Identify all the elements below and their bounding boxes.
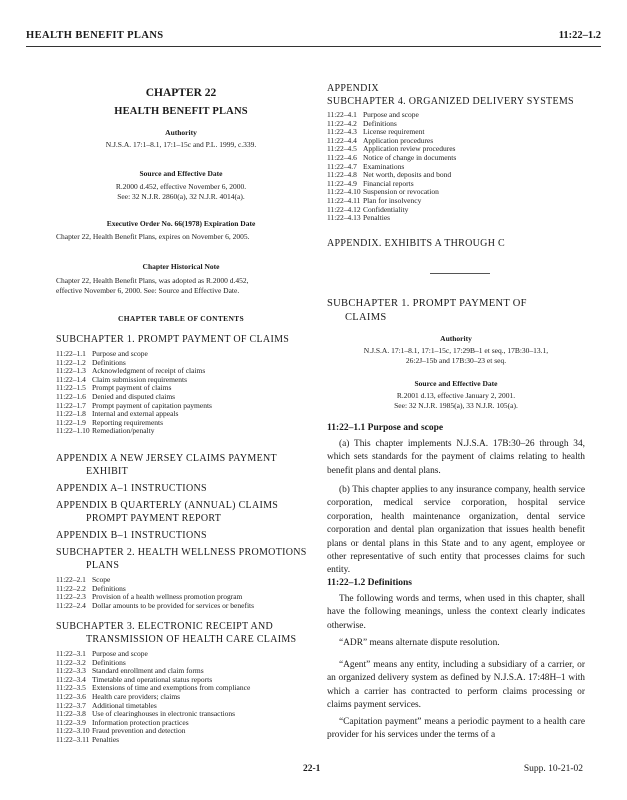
header-code: 11:22–1.2 — [558, 30, 601, 41]
exec-order-heading: Executive Order No. 66(1978) Expiration Date — [106, 219, 256, 228]
toc-sub1-row — [56, 427, 311, 436]
toc-appendix-a-cont: EXHIBIT — [86, 466, 129, 477]
section-title: Application procedures — [363, 135, 434, 145]
source-line-2: See: 32 N.J.R. 2860(a), 32 N.J.R. 4014(a). — [117, 192, 245, 201]
sub1-source-line-1: R.2001 d.13, effective January 2, 2001. — [396, 391, 516, 400]
chapter-number: CHAPTER 22 — [145, 87, 217, 99]
section-number: 11:22–3.7 — [56, 700, 86, 710]
authority-heading: Authority — [165, 128, 197, 137]
toc-sub2-row — [56, 602, 311, 611]
toc-subchapter-2: SUBCHAPTER 2. HEALTH WELLNESS PROMOTIONS — [56, 547, 307, 558]
header-rule — [26, 46, 601, 47]
toc-subchapter-3-cont: TRANSMISSION OF HEALTH CARE CLAIMS — [86, 634, 297, 645]
section-number: 11:22–4.13 — [327, 213, 361, 223]
toc-appendix-a: APPENDIX A NEW JERSEY CLAIMS PAYMENT — [56, 453, 277, 464]
section-title: Definitions — [363, 118, 397, 128]
section-title: Fraud prevention and detection — [92, 726, 186, 736]
section-title: Purpose and scope — [363, 110, 419, 119]
toc-appendix: APPENDIX — [327, 83, 379, 94]
section-number: 11:22–3.10 — [56, 726, 90, 736]
page-number: 22-1 — [303, 764, 321, 774]
authority-text: N.J.S.A. 17:1–8.1, 17:1–15c and P.L. 1999, c.339. — [105, 140, 257, 149]
section-number: 11:22–4.8 — [327, 170, 357, 180]
section-title: Internal and external appeals — [92, 409, 179, 419]
section-title: Examinations — [363, 161, 405, 171]
section-number: 11:22–4.1 — [327, 110, 357, 119]
section-number: 11:22–3.11 — [56, 734, 90, 744]
toc-sub3-row — [56, 736, 311, 745]
section-number: 11:22–1.1 — [56, 349, 86, 358]
toc-appendix-b-cont: PROMPT PAYMENT REPORT — [86, 513, 222, 524]
toc-appendix-b: APPENDIX B QUARTERLY (ANNUAL) CLAIMS — [56, 500, 279, 511]
section-number: 11:22–4.3 — [327, 127, 357, 137]
section-title: Net worth, deposits and bond — [363, 170, 452, 180]
section-title: Provision of a health wellness promotion program — [92, 592, 243, 602]
sub1-authority-line-1: N.J.S.A. 17:1–8.1, 17:1–15c, 17:29B–1 et seq., 17B:30–13.1, — [363, 346, 549, 355]
section-number: 11:22–2.1 — [56, 575, 86, 584]
history-line-2: effective November 6, 2000. See: Source and Effective Date. — [56, 286, 240, 295]
section-title: Dollar amounts to be provided for services or benefits — [92, 600, 255, 610]
toc-appendix-b1: APPENDIX B–1 INSTRUCTIONS — [56, 530, 207, 541]
definition-adr: “ADR” means alternate dispute resolution. — [339, 638, 500, 648]
source-heading: Source and Effective Date — [139, 169, 223, 178]
section-title: Penalties — [92, 734, 120, 744]
section-title: Reporting requirements — [92, 417, 164, 427]
section-1-1-heading: 11:22–1.1 Purpose and scope — [327, 423, 444, 433]
toc-subchapter-2-cont: PLANS — [86, 560, 120, 571]
section-number: 11:22–1.10 — [56, 426, 90, 436]
section-title: Remediation/penalty — [92, 426, 155, 436]
section-number: 11:22–1.4 — [56, 374, 86, 384]
section-number: 11:22–3.5 — [56, 683, 86, 693]
subchapter-1-heading-cont: CLAIMS — [345, 312, 387, 323]
sub1-source-line-2: See: 32 N.J.R. 1985(a), 33 N.J.R. 105(a). — [394, 401, 518, 410]
section-title: Timetable and operational status reports — [92, 674, 213, 684]
section-title: Health care providers; claims — [92, 691, 181, 701]
section-number: 11:22–4.11 — [327, 195, 361, 205]
section-title: Denied and disputed claims — [92, 391, 176, 401]
section-divider — [430, 273, 490, 274]
section-number: 11:22–1.6 — [56, 391, 86, 401]
subchapter-1-heading: SUBCHAPTER 1. PROMPT PAYMENT OF — [327, 298, 527, 309]
section-title: Plan for insolvency — [363, 195, 422, 205]
section-title: Claim submission requirements — [92, 374, 187, 384]
section-1-1-para-a: (a) This chapter implements N.J.S.A. 17B:30–26 through 34, which sets standards for the payment of claims relating to health benefit plans and dental plans. — [327, 439, 585, 476]
history-heading: Chapter Historical Note — [142, 262, 220, 271]
section-number: 11:22–4.6 — [327, 152, 357, 162]
supplement-date: Supp. 10-21-02 — [523, 764, 583, 774]
section-number: 11:22–4.7 — [327, 161, 357, 171]
history-line-1: Chapter 22, Health Benefit Plans, was adopted as R.2000 d.452, — [56, 276, 249, 285]
sub1-authority-heading: Authority — [440, 334, 472, 343]
section-title: Definitions — [92, 657, 126, 667]
section-title: Extensions of time and exemptions from compliance — [92, 683, 251, 693]
section-title: Prompt payment of claims — [92, 383, 172, 393]
chapter-title: HEALTH BENEFIT PLANS — [114, 106, 248, 117]
section-number: 11:22–1.5 — [56, 383, 86, 393]
section-title: Notice of change in documents — [363, 152, 457, 162]
definition-agent: “Agent” means any entity, including a subsidiary of a carrier, or an organized delivery system as defined by N.J.S.A. 17:48H–1 with which a carrier has contracted to perform claims processing or claims payment services. — [327, 660, 585, 711]
toc-subchapter-3: SUBCHAPTER 3. ELECTRONIC RECEIPT AND — [56, 621, 274, 632]
section-title: Definitions — [92, 583, 126, 593]
toc-exhibits: APPENDIX. EXHIBITS A THROUGH C — [327, 238, 505, 249]
section-title: Definitions — [92, 357, 126, 367]
section-number: 11:22–3.4 — [56, 674, 86, 684]
section-title: Application review procedures — [363, 144, 456, 154]
toc-heading: CHAPTER TABLE OF CONTENTS — [118, 314, 244, 323]
section-title: License requirement — [363, 127, 425, 137]
toc-subchapter-4: SUBCHAPTER 4. ORGANIZED DELIVERY SYSTEMS — [327, 96, 574, 107]
section-1-2-heading: 11:22–1.2 Definitions — [327, 578, 412, 588]
definition-capitation: “Capitation payment” means a periodic payment to a health care provider for his services under the terms of a — [327, 717, 585, 741]
toc-sub2-list — [56, 576, 311, 610]
header-title: HEALTH BENEFIT PLANS — [26, 30, 164, 41]
sub1-source-heading: Source and Effective Date — [414, 379, 498, 388]
section-number: 11:22–4.12 — [327, 204, 361, 214]
section-title: Information protection practices — [92, 717, 189, 727]
section-title: Financial reports — [363, 178, 414, 188]
section-number: 11:22–4.2 — [327, 118, 357, 128]
source-line-1: R.2000 d.452, effective November 6, 2000. — [115, 182, 247, 191]
section-number: 11:22–4.4 — [327, 135, 357, 145]
section-number: 11:22–3.1 — [56, 649, 86, 658]
section-number: 11:22–2.2 — [56, 583, 86, 593]
section-number: 11:22–1.7 — [56, 400, 86, 410]
section-number: 11:22–4.5 — [327, 144, 357, 154]
section-number: 11:22–1.2 — [56, 357, 86, 367]
section-title: Purpose and scope — [92, 349, 148, 358]
exec-order-text: Chapter 22, Health Benefit Plans, expires on November 6, 2005. — [56, 232, 250, 241]
toc-appendix-a1: APPENDIX A–1 INSTRUCTIONS — [56, 483, 207, 494]
section-number: 11:22–2.3 — [56, 592, 86, 602]
toc-sub3-list — [56, 650, 311, 745]
toc-sub4-row — [327, 214, 582, 223]
section-title: Standard enrollment and claim forms — [92, 666, 204, 676]
section-number: 11:22–3.3 — [56, 666, 86, 676]
toc-subchapter-1: SUBCHAPTER 1. PROMPT PAYMENT OF CLAIMS — [56, 334, 290, 345]
running-header — [26, 0, 601, 52]
section-number: 11:22–1.3 — [56, 366, 86, 376]
section-title: Prompt payment of capitation payments — [92, 400, 212, 410]
section-title: Acknowledgment of receipt of claims — [92, 366, 206, 376]
section-number: 11:22–3.2 — [56, 657, 86, 667]
section-title: Suspension or revocation — [363, 187, 439, 197]
section-number: 11:22–3.8 — [56, 709, 86, 719]
section-1-2-intro: The following words and terms, when used in this chapter, shall have the following meanings, unless the context clearly indicates otherwise. — [327, 594, 585, 631]
section-title: Scope — [92, 575, 111, 584]
section-number: 11:22–1.8 — [56, 409, 86, 419]
section-number: 11:22–1.9 — [56, 417, 86, 427]
toc-sub1-list — [56, 350, 311, 436]
section-title: Purpose and scope — [92, 649, 148, 658]
section-number: 11:22–4.9 — [327, 178, 357, 188]
section-number: 11:22–2.4 — [56, 600, 86, 610]
toc-sub4-list — [327, 111, 582, 223]
section-title: Additional timetables — [92, 700, 157, 710]
section-1-1-para-b: (b) This chapter applies to any insurance company, health service corporation, medical service corporation, hospital service corporation, health maintenance organization, dental service corporation and dental plan organization that issues health benefit plans or dental plans in this State and to any agent, employee or other representative of such entity that processes claims for such entity. — [327, 485, 585, 576]
section-title: Penalties — [363, 213, 391, 223]
section-number: 11:22–3.6 — [56, 691, 86, 701]
section-number: 11:22–4.10 — [327, 187, 361, 197]
sub1-authority-line-2: 26:2J–15b and 17B:30–23 et seq. — [405, 356, 507, 365]
section-title: Use of clearinghouses in electronic transactions — [92, 709, 236, 719]
section-title: Confidentiality — [363, 204, 409, 214]
section-number: 11:22–3.9 — [56, 717, 86, 727]
